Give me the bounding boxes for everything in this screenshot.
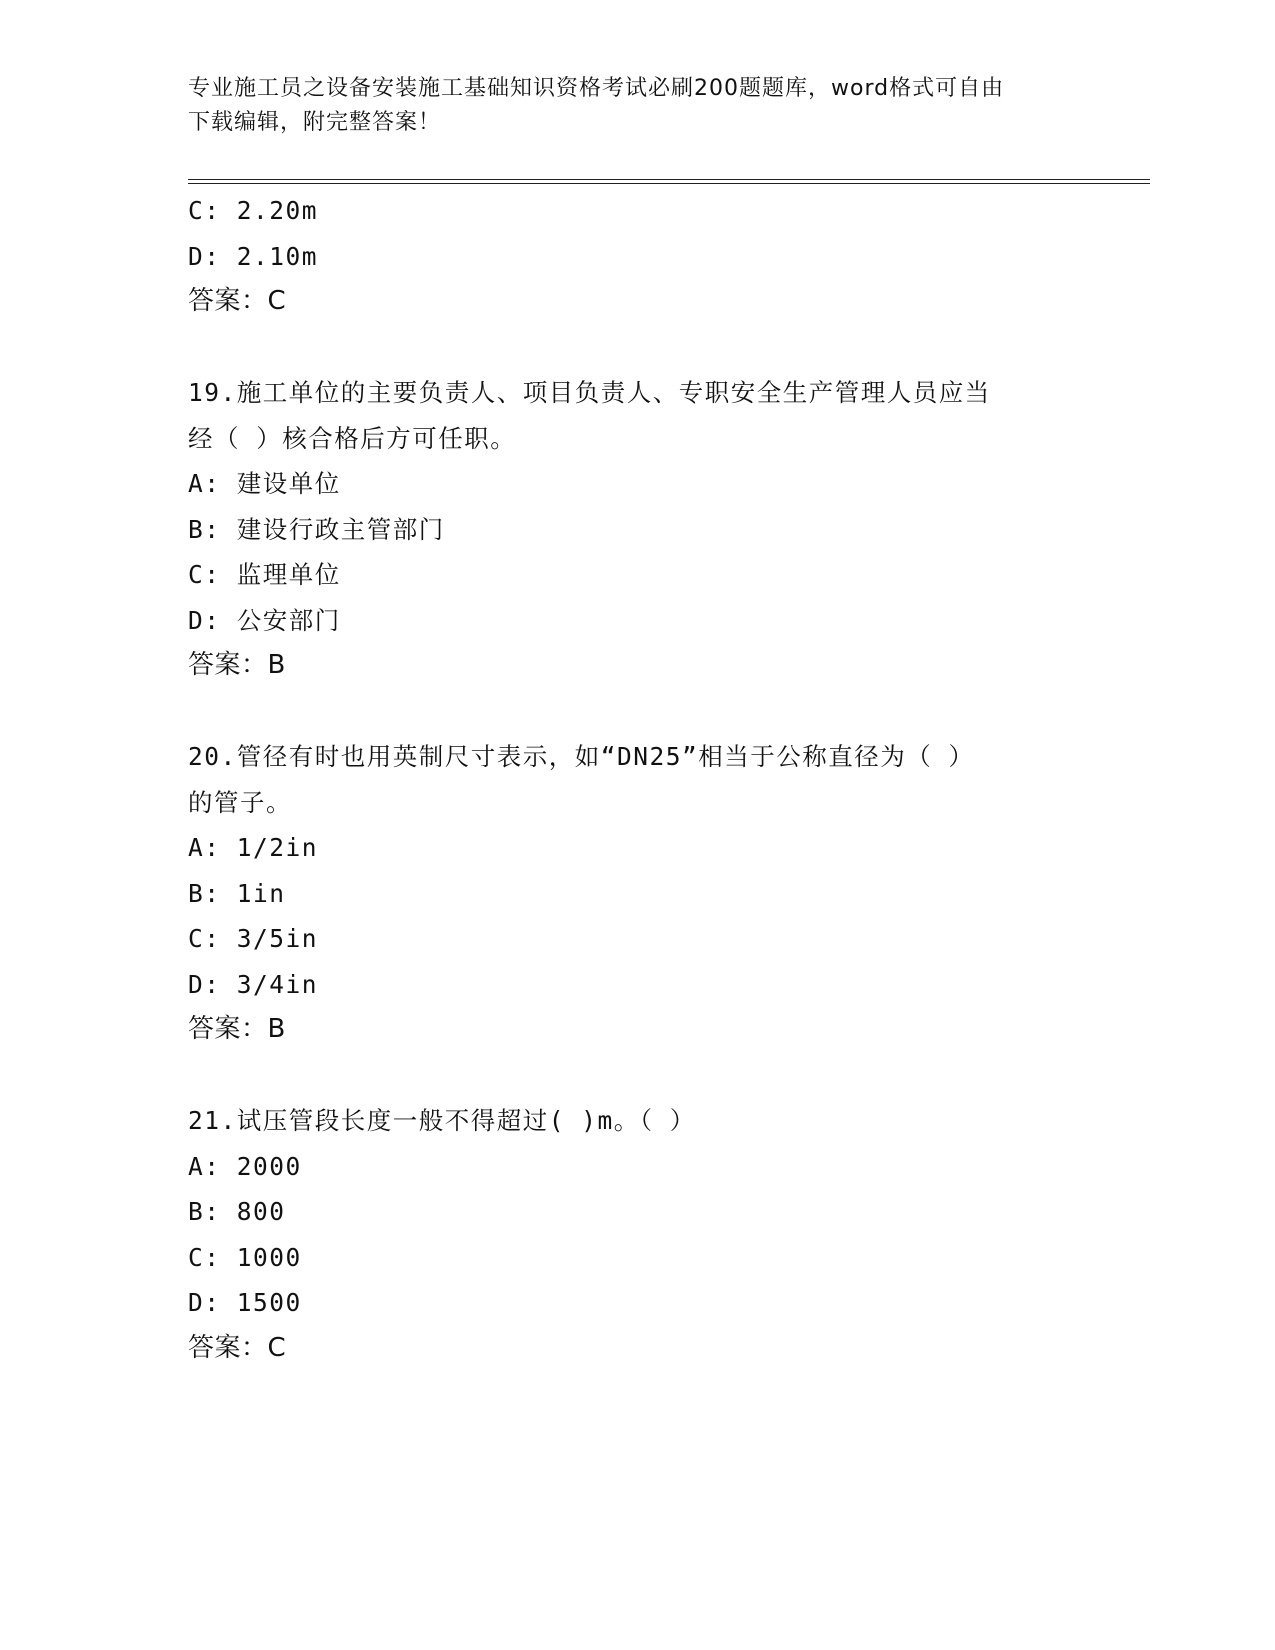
previous-question-tail [188, 188, 1088, 325]
answer-line: 答案：B [188, 1014, 286, 1044]
option-b: B: 建设行政主管部门 [188, 514, 445, 544]
spacer [188, 689, 1088, 735]
option-d: D: 公安部门 [188, 605, 341, 635]
option-d: D: 2.10m [188, 241, 319, 271]
question-21 [188, 1098, 1088, 1371]
option-d: D: 3/4in [188, 969, 319, 999]
question-stem-line-2: 经（ ）核合格后方可任职。 [188, 423, 517, 453]
document-header [188, 72, 1068, 140]
header-divider-top [188, 179, 1150, 180]
question-stem-line-1: 19.施工单位的主要负责人、项目负责人、专职安全生产管理人员应当 [188, 378, 991, 407]
option-a: A: 1/2in [188, 833, 319, 862]
spacer [188, 325, 1088, 371]
question-20 [188, 734, 1088, 1053]
question-list [188, 188, 1088, 1371]
spacer [188, 1053, 1088, 1099]
option-c: C: 1000 [188, 1242, 302, 1272]
question-stem-line-1: 21.试压管段长度一般不得超过( )m。（ ） [188, 1106, 696, 1135]
answer-line: 答案：B [188, 650, 286, 680]
option-a: A: 2000 [188, 1151, 302, 1181]
header-line-2: 下载编辑，附完整答案！ [188, 110, 442, 135]
option-c: C: 3/5in [188, 924, 319, 953]
question-stem-line-1: 20.管径有时也用英制尺寸表示，如“DN25”相当于公称直径为（ ） [188, 742, 975, 771]
question-stem-line-2: 的管子。 [188, 787, 292, 817]
option-b: B: 800 [188, 1197, 286, 1226]
answer-line: 答案：C [188, 1332, 287, 1363]
option-c: C: 2.20m [188, 196, 319, 225]
option-a: A: 建设单位 [188, 469, 341, 498]
header-divider-bottom [188, 183, 1150, 184]
option-b: B: 1in [188, 878, 286, 908]
header-line-1: 专业施工员之设备安装施工基础知识资格考试必刷200题题库，word格式可自由 [188, 76, 1005, 101]
option-d: D: 1500 [188, 1288, 302, 1317]
question-19 [188, 370, 1088, 689]
answer-line: 答案：C [188, 286, 287, 316]
option-c: C: 监理单位 [188, 560, 341, 589]
